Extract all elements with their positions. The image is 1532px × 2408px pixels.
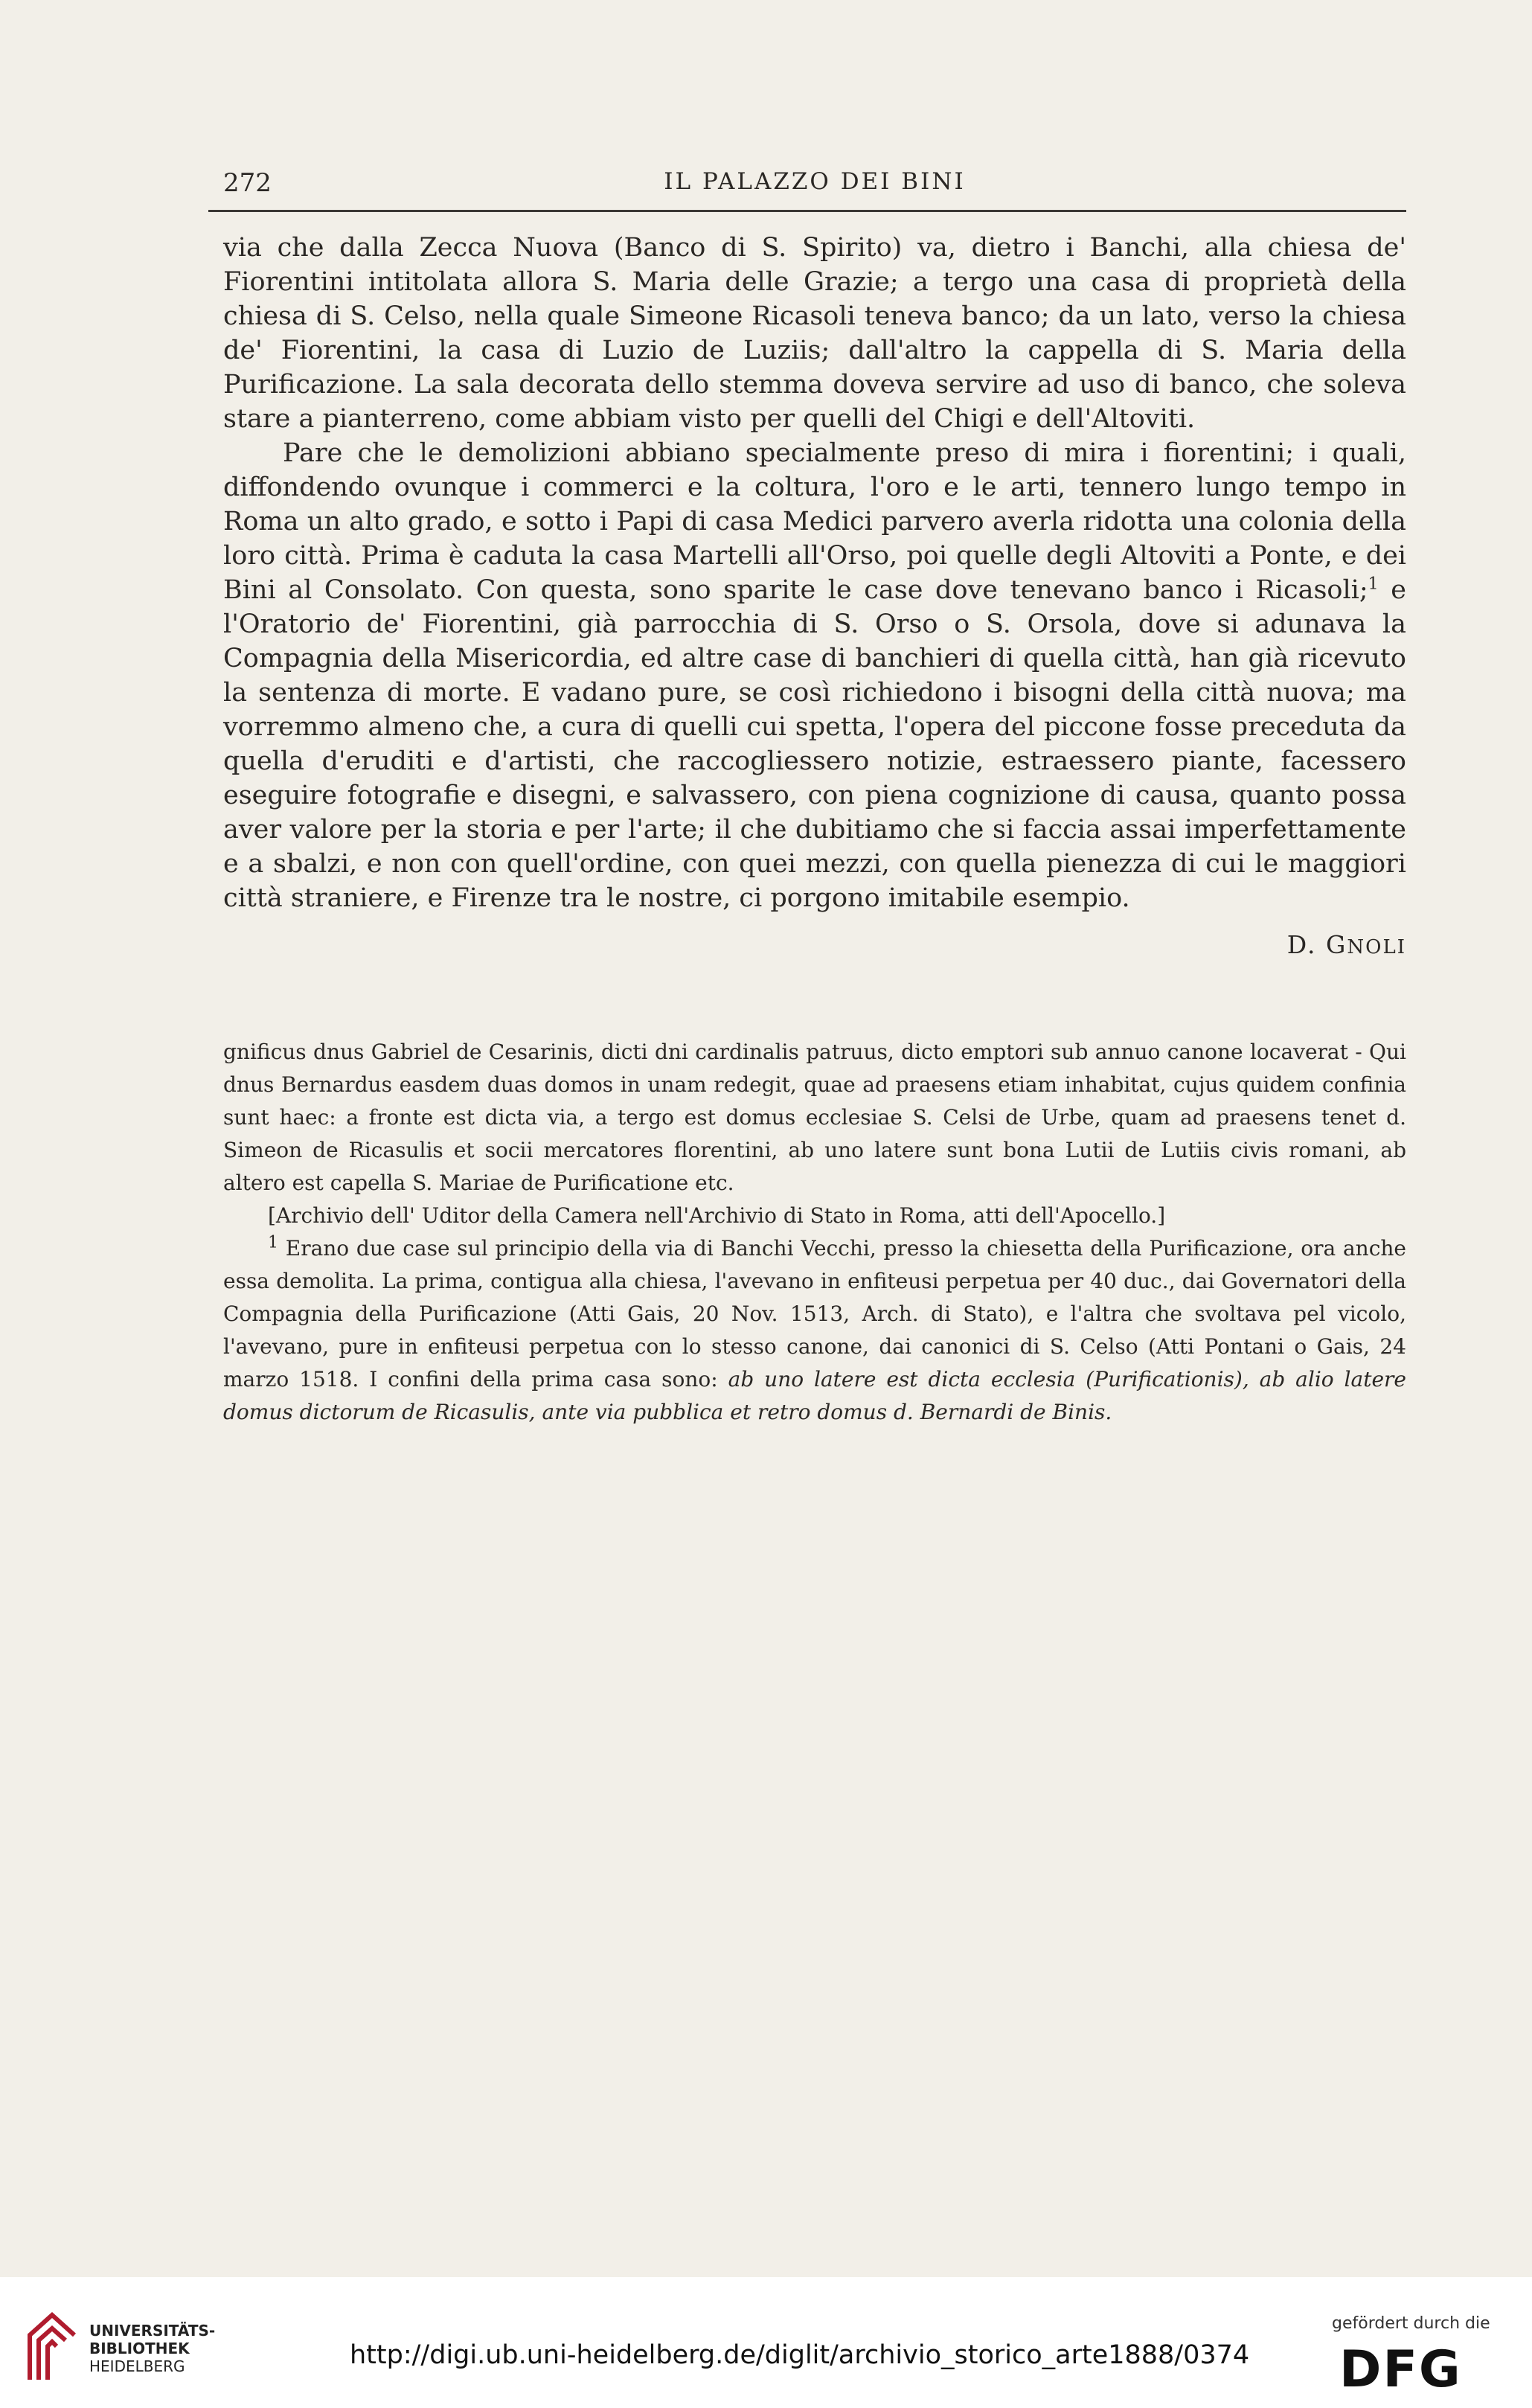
author-signature <box>1116 930 1406 959</box>
signature-rest: NOLI <box>1347 936 1406 958</box>
digitization-footer <box>0 2277 1532 2408</box>
header-rule <box>208 210 1406 212</box>
dfg-logo[interactable]: DFG <box>1339 2340 1462 2399</box>
paragraph-2-part-b: e l'Oratorio de' Fiorentini, già parrocchia di S. Orso o S. Orsola, dove si adunava la Compagnia della Misericordia, ed altre case di banchieri di quella città, han già ricevuto la sentenza di morte. E vadano pure, se così richiedono i bisogni della città nuova; ma vorremmo almeno che, a cura di quelli cui spetta, l'opera del piccone fosse preceduta da quella d'eruditi e d'artisti, che raccogliessero notizie, estraessero piante, facessero eseguire fotografie e disegni, e salvassero, con piena cognizione di causa, quanto possa aver valore per la storia e per l'arte; il che dubitiamo che si faccia assai imperfettamente e a sbalzi, e non con quell'ordine, con quei mezzi, con quella pienezza di cui le maggiori città straniere, e Firenze tra le nostre, ci porgono imitabile esempio. <box>223 575 1406 913</box>
library-line-2: BIBLIOTHEK <box>89 2340 190 2357</box>
footnote-continuation: gnificus dnus Gabriel de Cesarinis, dicti dni cardinalis patruus, dicto emptori sub annuo canone locaverat - Qui dnus Bernardus easdem duas domos in unam redegit, quae ad praesens etiam inhabitat, cujus quidem confinia sunt haec: a fronte est dicta via, a tergo est domus ecclesiae S. Celsi de Urbe, quam ad praesens tenet d. Simeon de Ricasulis et socii mercatores florentini, ab uno latere sunt bona Lutii de Lutiis civis romani, ab altero est capella S. Mariae de Purificatione etc. <box>223 1040 1406 1195</box>
paragraph-2-part-a: Pare che le demolizioni abbiano specialmente preso di mira i fiorentini; i quali, diffondendo ovunque i commerci e la coltura, l'oro e le arti, tennero lungo tempo in Roma un alto grado, e sotto i Papi di casa Medici parvero averla ridotta una colonia della loro città. Prima è caduta la casa Martelli all'Orso, poi quelle degli Altoviti a Ponte, e dei Bini al Consolato. Con questa, sono sparite le case dove tenevano banco i Ricasoli; <box>223 438 1406 605</box>
page-header <box>223 165 1406 202</box>
footnote-1-italic: ab uno latere est dicta ecclesia (Purificationis), ab alio latere domus dictorum de Ricasulis, ante via pubblica et retro domus d. Bernardi de Binis. <box>223 1367 1406 1424</box>
page-number: 272 <box>223 168 272 198</box>
library-logo-icon[interactable] <box>22 2309 82 2383</box>
footnote-1 <box>223 1232 1406 1429</box>
footnotes <box>223 1036 1406 1429</box>
footnote-source: [Archivio dell' Uditor della Camera nell'Archivio di Stato in Roma, atti dell'Apocello.] <box>268 1203 1166 1228</box>
footnote-1-number: 1 <box>268 1233 278 1252</box>
running-head: IL PALAZZO DEI BINI <box>664 168 966 195</box>
footnote-1-text: Erano due case sul principio della via di Banchi Vecchi, presso la chiesetta della Purificazione, ora anche essa demolita. La prima, contigua alla chiesa, l'avevano in enfiteusi perpetua per 40 duc., dai Governatori della Compagnia della Purificazione (Atti Gais, 20 Nov. 1513, Arch. di Stato), e l'altra che svoltava pel vicolo, l'avevano, pure in enfiteusi perpetua con lo stesso canone, dai canonici di S. Celso (Atti Pontani o Gais, 24 marzo 1518. I confini della prima casa sono: <box>223 1236 1406 1392</box>
library-line-1: UNIVERSITÄTS- <box>89 2322 216 2340</box>
paragraph-2 <box>223 436 1406 915</box>
library-line-3: HEIDELBERG <box>89 2357 185 2375</box>
signature-initial: D. G <box>1286 930 1347 959</box>
body-text <box>223 231 1406 915</box>
paragraph-1: via che dalla Zecca Nuova (Banco di S. Spirito) va, dietro i Banchi, alla chiesa de' Fiorentini intitolata allora S. Maria delle Grazie; a tergo una casa di proprietà della chiesa di S. Celso, nella quale Simeone Ricasoli teneva banco; da un lato, verso la chiesa de' Fiorentini, la casa di Luzio de Luziis; dall'altro la cappella di S. Maria della Purificazione. La sala decorata dello stemma doveva servire ad uso di banco, che soleva stare a pianterreno, come abbiam visto per quelli del Chigi e dell'Altoviti. <box>223 233 1406 434</box>
footnote-ref-1[interactable]: 1 <box>1368 574 1379 594</box>
source-url-link[interactable]: http://digi.ub.uni-heidelberg.de/diglit/archivio_storico_arte1888/0374 <box>350 2340 1250 2370</box>
library-name <box>89 2322 215 2375</box>
funded-by-label: gefördert durch die <box>1332 2314 1490 2333</box>
